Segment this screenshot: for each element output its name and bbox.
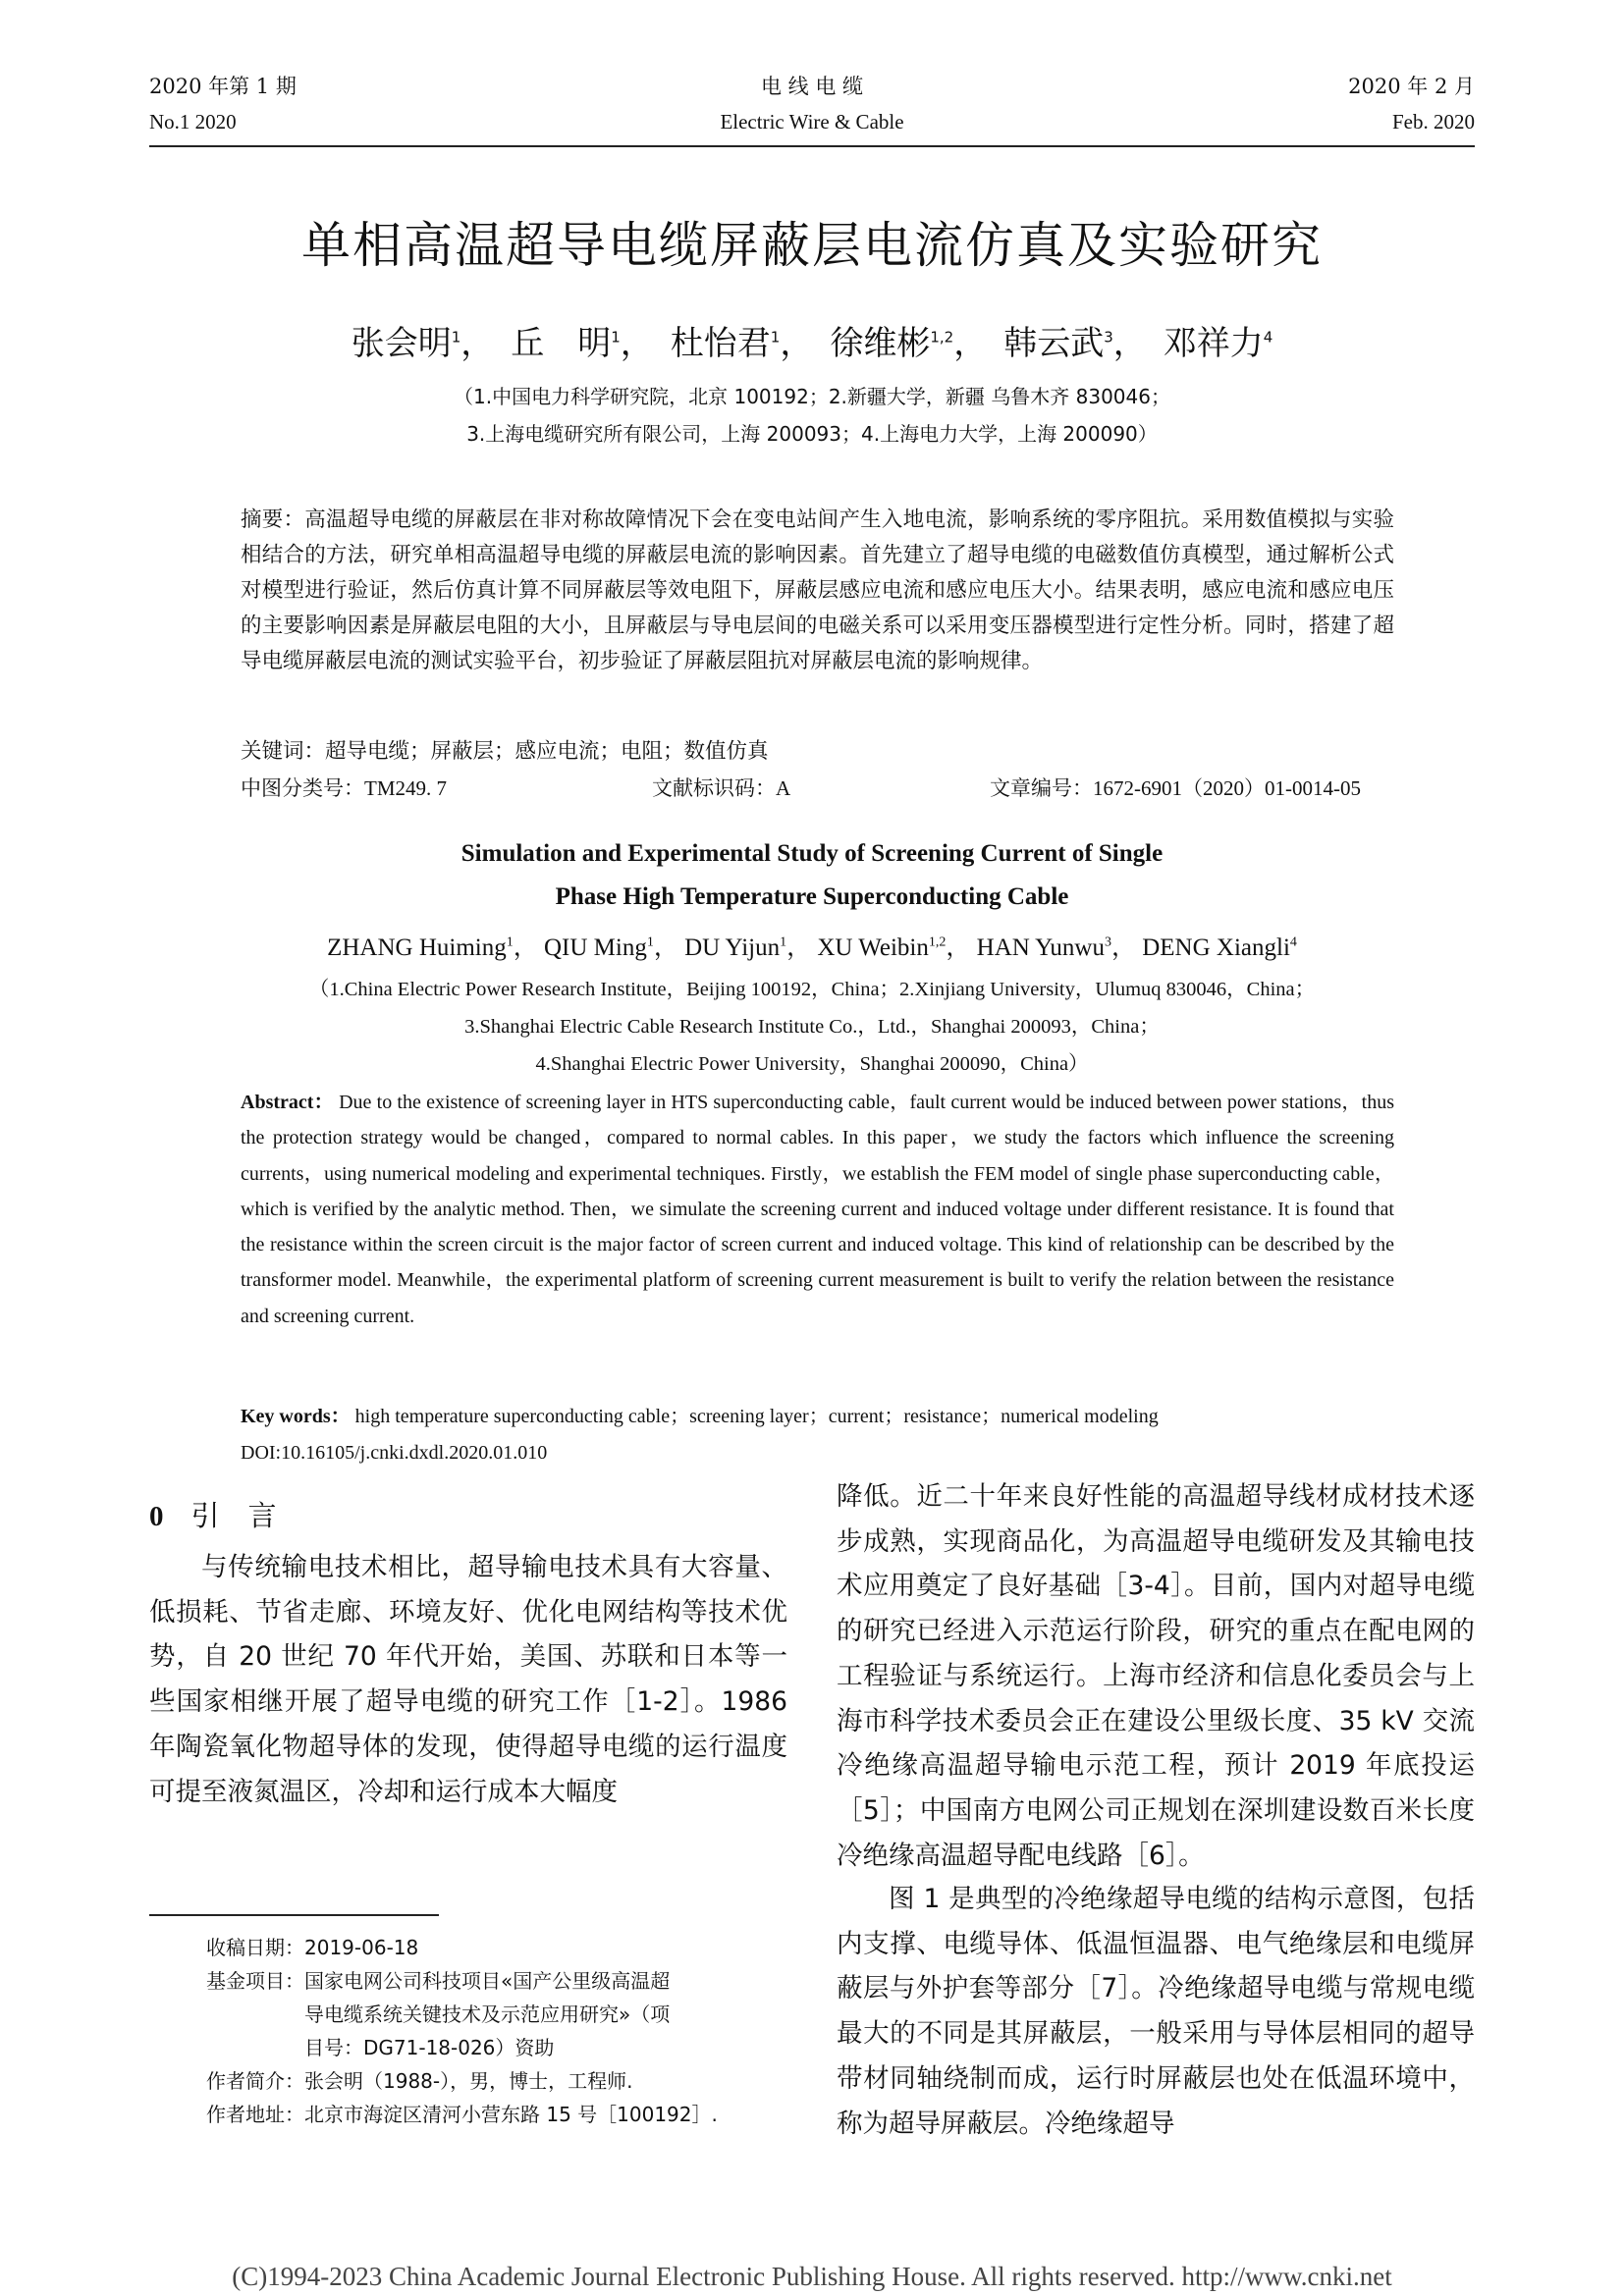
section-heading	[149, 1494, 277, 1534]
keywords-en	[241, 1399, 1394, 1434]
author-en: QIU Ming$^1$	[543, 934, 654, 961]
footnote-author: 作者简介：张会明（1988-），男，博士，工程师.	[206, 2069, 633, 2093]
author-zh: 韩云武$^3$	[1003, 324, 1113, 363]
author-zh-affiliation-mark: 1,2	[930, 328, 954, 347]
keywords-zh-text: 超导电缆；屏蔽层；感应电流；电阻；数值仿真	[325, 739, 769, 764]
authors-en: ZHANG Huiming$^1$， QIU Ming$^1$， DU Yijun$^1$， XU Weibin$^{1,2}$， HAN Yunwu$^3$， DENG Xiangli$^4$	[327, 934, 1297, 961]
author-en: DU Yijun$^1$	[684, 934, 787, 961]
author-zh-affiliation-mark: 1	[770, 328, 781, 347]
header-issue-zh: 2020 年第 1 期	[149, 75, 297, 98]
author-zh: 杜怡君$^1$	[670, 324, 781, 363]
abstract-zh-text: 高温超导电缆的屏蔽层在非对称故障情况下会在变电站间产生入地电流，影响系统的零序阻抗。采用数值模拟与实验相结合的方法，研究单相高温超导电缆的屏蔽层电流的影响因素。首先建立了超导电缆的电磁数值仿真模型，通过解析公式对模型进行验证，然后仿真计算不同屏蔽层等效电阻下，屏蔽层感应电流和感应电压大小。结果表明，感应电流和感应电压的主要影响因素是屏蔽层电阻的大小，且屏蔽层与导电层间的电磁关系可以采用变压器模型进行定性分析。同时，搭建了超导电缆屏蔽层电流的测试实验平台，初步验证了屏蔽层阻抗对屏蔽层电流的影响规律。	[241, 507, 1394, 673]
footnote-address: 作者地址：北京市海淀区清河小营东路 15 号［100192］.	[206, 2103, 718, 2126]
doc-value: A	[776, 776, 791, 800]
header-date-en: Feb. 2020	[1392, 110, 1475, 133]
footnote-received: 收稿日期：2019-06-18	[206, 1936, 419, 1959]
keywords-zh	[241, 734, 1394, 770]
author-en: XU Weibin$^{1,2}$	[817, 934, 947, 961]
article-value: 1672-6901（2020）01-0014-05	[1093, 776, 1361, 800]
body-right-paragraph-2: 图 1 是典型的冷绝缘超导电缆的结构示意图，包括内支撑、电缆导体、低温恒温器、电气绝缘层和电缆屏蔽层与外护套等部分［7］。冷绝缘超导电缆与常规电缆最大的不同是其屏蔽层，一般采用与导体层相同的超导带材同轴绕制而成，运行时屏蔽层也处在低温环境中，称为超导屏蔽层。冷绝缘超导	[837, 1884, 1475, 2139]
article-number	[990, 773, 1361, 802]
header-issue-en: No.1 2020	[149, 110, 237, 133]
author-zh-affiliation-mark: 4	[1263, 328, 1273, 347]
authors-zh: 张会明$^1$， 丘 明$^1$， 杜怡君$^1$， 徐维彬$^{1,2}$， 韩云武$^3$， 邓祥力$^4$	[351, 324, 1273, 363]
author-en-affiliation-mark: 1,2	[928, 934, 947, 950]
article-label: 文章编号：	[990, 776, 1093, 800]
footnote-fund-cont1: 导电缆系统关键技术及示范应用研究»（项	[304, 2002, 671, 2026]
footnote-fund: 基金项目：国家电网公司科技项目«国产公里级高温超	[206, 1969, 671, 1993]
affiliation-en-line1: （1.China Electric Power Research Institute，Beijing 100192，China；2.Xinjiang University，Ulumuq 830046，China；	[308, 979, 1316, 1000]
paper-title-en-line1: Simulation and Experimental Study of Screening Current of Single	[460, 840, 1164, 867]
header-journal-zh: 电 线 电 缆	[760, 75, 864, 98]
author-zh: 徐维彬$^{1,2}$	[830, 324, 954, 363]
author-zh: 张会明$^1$	[351, 324, 461, 363]
abstract-en-text: Due to the existence of screening layer in HTS superconducting cable，fault current would be induced between power stations，thus the protection strategy would be changed，compared to normal cables. In this paper，we study the factors which influence the screening currents，using numerical modeling and experimental techniques. Firstly，we establish the FEM model of single phase superconducting cable，which is verified by the analytic method. Then，we simulate the screening current and induced voltage under different resistance. It is found that the resistance within the screen circuit is the major factor of screen current and induced voltage. This kind of relationship can be described by the transformer model. Meanwhile，the experimental platform of screening current measurement is built to verify the relation between the resistance and screening current.	[241, 1092, 1394, 1327]
keywords-en-text: high temperature superconducting cable；screening layer；current；resistance；numerical modeling	[354, 1406, 1159, 1427]
author-en-affiliation-mark: 1	[506, 934, 514, 950]
author-en: DENG Xiangli$^4$	[1142, 934, 1297, 961]
body-right-paragraph-1: 降低。近二十年来良好性能的高温超导线材成材技术逐步成熟，实现商品化，为高温超导电缆研发及其输电技术应用奠定了良好基础［3-4］。目前，国内对超导电缆的研究已经进入示范运行阶段，研究的重点在配电网的工程验证与系统运行。上海市经济和信息化委员会与上海市科学技术委员会正在建设公里级长度、35 kV 交流冷绝缘高温超导输电示范工程，预计 2019 年底投运［5］；中国南方电网公司正规划在深圳建设数百米长度冷绝缘高温超导配电线路［6］。	[837, 1481, 1475, 1871]
footnote-rule	[149, 1914, 439, 1916]
section-title: 引 言	[190, 1499, 277, 1532]
doc-label: 文献标识码：	[652, 776, 776, 800]
author-zh-affiliation-mark: 1	[451, 328, 461, 347]
paper-title-zh: 单相高温超导电缆屏蔽层电流仿真及实验研究	[301, 217, 1323, 274]
author-en: ZHANG Huiming$^1$	[327, 934, 514, 961]
header-journal-en: Electric Wire & Cable	[720, 110, 904, 133]
author-en: HAN Yunwu$^3$	[976, 934, 1111, 961]
header-rule	[149, 145, 1475, 147]
doi: DOI:10.16105/j.cnki.dxdl.2020.01.010	[241, 1442, 548, 1464]
paper-title-en-line2: Phase High Temperature Superconducting Cable	[555, 883, 1069, 910]
author-zh: 丘 明$^1$	[511, 324, 621, 363]
abstract-zh-label: 摘要：	[241, 507, 305, 532]
footnote-fund-cont2: 目号：DG71-18-026）资助	[304, 2036, 555, 2059]
author-zh-affiliation-mark: 1	[611, 328, 621, 347]
author-en-affiliation-mark: 3	[1104, 934, 1111, 950]
keywords-en-label: Key words：	[241, 1406, 351, 1427]
abstract-en-label: Abstract：	[241, 1092, 334, 1113]
affiliation-en-line3: 4.Shanghai Electric Power University，Shanghai 200090，China）	[535, 1053, 1089, 1075]
clc-number	[241, 773, 447, 802]
author-zh-affiliation-mark: 3	[1104, 328, 1113, 347]
author-zh: 邓祥力$^4$	[1163, 324, 1273, 363]
body-left-paragraph: 与传统输电技术相比，超导输电技术具有大容量、低损耗、节省走廊、环境友好、优化电网结构等技术优势，自 20 世纪 70 年代开始，美国、苏联和日本等一些国家相继开展了超导电缆的研究工作［1-2］。1986 年陶瓷氧化物超导体的发现，使得超导电缆的运行温度可提至液氮温区，冷却和运行成本大幅度	[149, 1552, 787, 1807]
abstract-zh	[241, 503, 1394, 679]
author-en-affiliation-mark: 4	[1289, 934, 1297, 950]
footnotes	[206, 1931, 795, 2131]
clc-label: 中图分类号：	[241, 776, 364, 800]
clc-value: TM249. 7	[364, 776, 447, 800]
author-en-affiliation-mark: 1	[780, 934, 787, 950]
section-number: 0	[149, 1501, 164, 1532]
copyright-footer: (C)1994-2023 China Academic Journal Electronic Publishing House. All rights reserved. http://www.cnki.net	[232, 2262, 1392, 2291]
doc-code	[652, 773, 790, 802]
header-date-zh: 2020 年 2 月	[1348, 75, 1475, 98]
affiliation-en-line2: 3.Shanghai Electric Cable Research Institute Co.，Ltd.，Shanghai 200093，China；	[464, 1016, 1160, 1038]
affiliation-zh-line2: 3.上海电缆研究所有限公司，上海 200093；4.上海电力大学，上海 200090）	[466, 422, 1158, 446]
affiliation-zh-line1: （1.中国电力科学研究院，北京 100192；2.新疆大学，新疆 乌鲁木齐 830046；	[454, 385, 1170, 408]
abstract-en	[241, 1085, 1394, 1334]
author-en-affiliation-mark: 1	[646, 934, 654, 950]
keywords-zh-label: 关键词：	[241, 739, 326, 764]
